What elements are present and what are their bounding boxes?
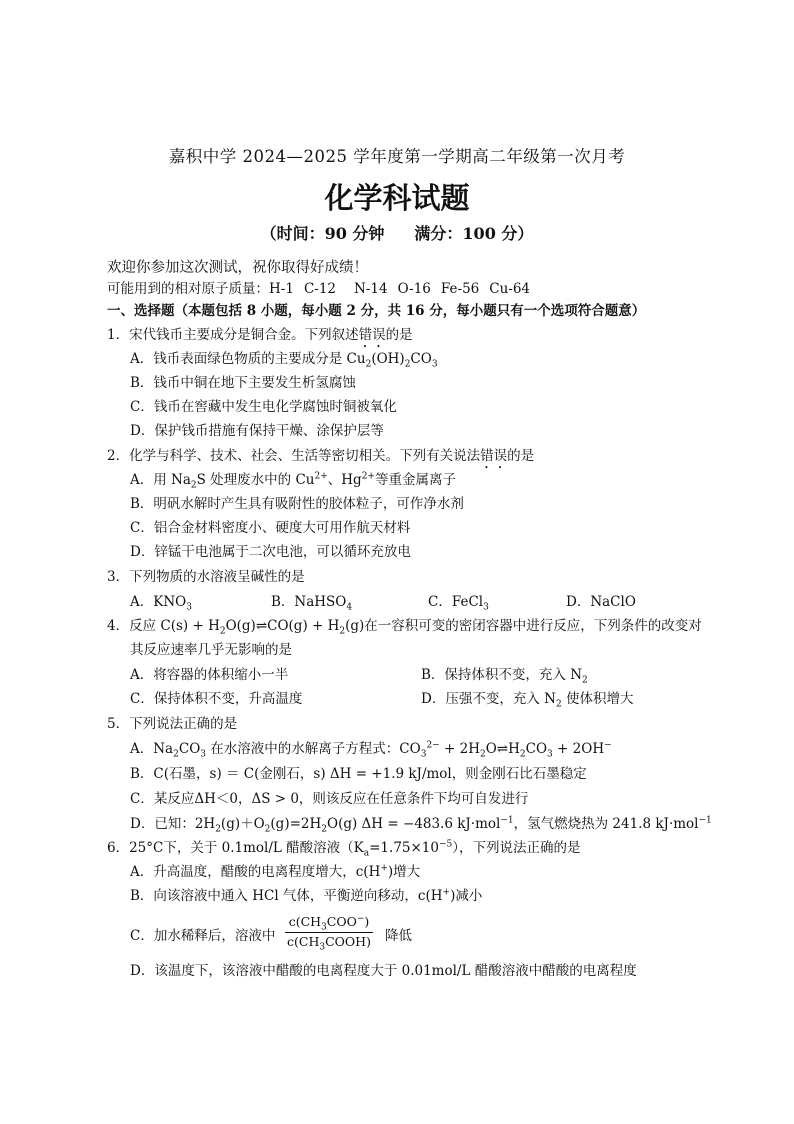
question-1-option-a: A．钱币表面绿色物质的主要成分是 $Cu_2(OH)_2CO_3$ bbox=[130, 351, 438, 370]
question-6-option-c-tail: 降低 bbox=[385, 928, 412, 944]
fraction-denominator: $c(CH_3COOH)$ bbox=[287, 934, 371, 953]
question-1-option-c: C．钱币在窖藏中发生电化学腐蚀时铜被氧化 bbox=[130, 399, 397, 415]
question-2-option-a: A．用 $Na_2S$ 处理废水中的 $Cu^{2+}$、$Hg^{2+}$等重金属离子 bbox=[130, 471, 456, 491]
fraction-bar bbox=[285, 932, 373, 933]
question-1-option-b: B．钱币中铜在地下主要发生析氢腐蚀 bbox=[130, 375, 356, 391]
question-6-option-b: B．向该溶液中通入 HCl 气体，平衡逆向移动，c(H+)减小 bbox=[130, 887, 483, 904]
question-2-option-d: D．锌锰干电池属于二次电池，可以循环充放电 bbox=[130, 544, 411, 560]
school-exam-line: 嘉积中学 2024—2025 学年度第一学期高二年级第一次月考 bbox=[168, 147, 626, 166]
equilibrium-arrow: ⇌ bbox=[496, 741, 509, 757]
question-2-option-c: C．铝合金材料密度小、硬度大可用作航天材料 bbox=[130, 520, 411, 536]
question-3-option-a: A．$KNO_3$ bbox=[130, 594, 192, 613]
question-4-stem: 4．反应 $C(s) + H_2O(g)\rightleftharpoons CO(g) + H_2(g)$在一容积可变的密闭容器中进行反应，下列条件的改变对 bbox=[107, 618, 702, 637]
question-6-stem: 6．25°C下，关于 0.1mol/L 醋酸溶液$(K_a=1.75\times 10^{-5})$，下列说法正确的是 bbox=[107, 839, 581, 859]
question-4-option-c: C．保持体积不变，升高温度 bbox=[130, 691, 303, 707]
section-heading: 一、选择题（本题包括 8 小题，每小题 2 分，共 16 分，每小题只有一个选项符合题意） bbox=[107, 303, 646, 319]
question-5-option-d: D．已知：$2H_2(g)+O_2(g)=2H_2O(g) \Delta H = -483.6$ kJ·mol$^{-1}$，氢气燃烧热为 241.8 kJ·mol$^{-1}$ bbox=[130, 815, 712, 835]
question-1-option-d: D．保护钱币措施有保持干燥、涂保护层等 bbox=[130, 423, 384, 439]
question-2-stem: 2．化学与科学、技术、社会、生活等密切相关。下列有关说法错误的是 bbox=[107, 448, 535, 464]
question-3-option-b: B．NaHSO$_4$ bbox=[271, 594, 353, 613]
question-3-option-d: D．NaClO bbox=[566, 594, 636, 610]
exam-time-score bbox=[0, 221, 794, 244]
question-1-stem: 1．宋代钱币主要成分是铜合金。下列叙述错误的是 bbox=[107, 327, 413, 343]
exam-score: 满分：100 分） bbox=[414, 224, 534, 243]
question-6-option-a: A．升高温度，醋酸的电离程度增大，c(H+)增大 bbox=[130, 863, 421, 880]
fraction-numerator: $c(CH_3COO^-)$ bbox=[288, 913, 370, 933]
greeting: 欢迎你参加这次测试，祝你取得好成绩！ bbox=[107, 260, 368, 276]
question-3-option-c: C．FeCl$_3$ bbox=[428, 594, 489, 613]
concentration-ratio-fraction bbox=[285, 914, 373, 951]
question-6-option-c-lead: C．加水稀释后，溶液中 bbox=[130, 928, 276, 944]
question-5-option-a: A．$Na_2CO_3$ 在水溶液中的水解离子方程式：$CO_3^{2-}$ + $2H_2O\rightleftharpoons H_2CO_3 + 2OH^-$ bbox=[130, 740, 612, 760]
question-3-stem: 3．下列物质的水溶液呈碱性的是 bbox=[107, 569, 305, 585]
question-4-option-b: B．保持体积不变，充入 $N_2$ bbox=[421, 667, 588, 686]
question-5-option-b: B．C(石墨，s) ＝ C(金刚石，s) ΔH = +1.9 kJ/mol，则金刚石比石墨稳定 bbox=[130, 766, 587, 782]
question-5-option-c: C．某反应ΔH＜0，ΔS > 0，则该反应在任意条件下均可自发进行 bbox=[130, 791, 529, 807]
question-6-option-d: D．该温度下，该溶液中醋酸的电离程度大于 0.01mol/L 醋酸溶液中醋酸的电离程度 bbox=[130, 963, 637, 979]
equilibrium-arrow: ⇌ bbox=[255, 618, 268, 634]
question-2-option-b: B．明矾水解时产生具有吸附性的胶体粒子，可作净水剂 bbox=[130, 496, 464, 512]
question-5-stem: 5．下列说法正确的是 bbox=[107, 716, 238, 732]
atomic-masses: 可能用到的相对原子质量：H-1 C-12 N-14 O-16 Fe-56 Cu-64 bbox=[107, 281, 531, 297]
question-4-stem-cont: 其反应速率几乎无影响的是 bbox=[130, 642, 292, 658]
page-title: 化学科试题 bbox=[324, 181, 470, 215]
question-4-option-a: A．将容器的体积缩小一半 bbox=[130, 667, 289, 683]
exam-time: （时间：90 分钟 bbox=[260, 224, 385, 243]
question-4-option-d: D．压强不变，充入 $N_2$ 使体积增大 bbox=[421, 691, 634, 710]
